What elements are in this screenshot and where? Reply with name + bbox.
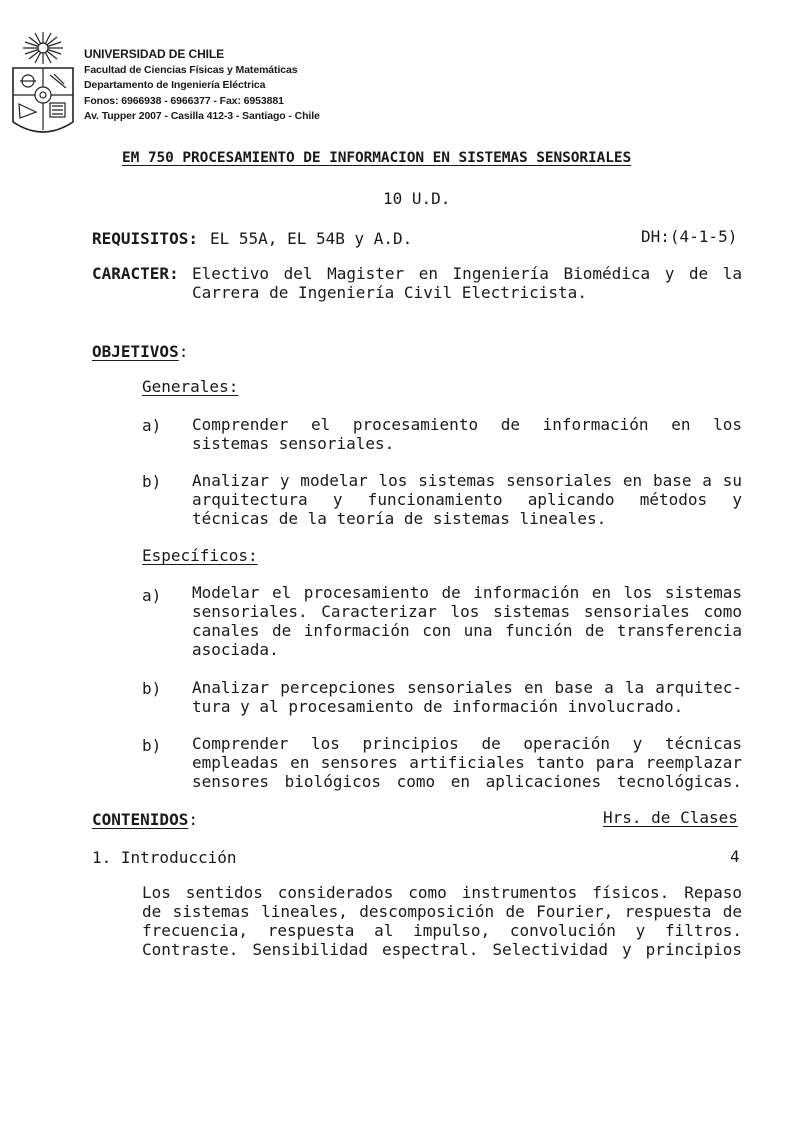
- dh-value: DH:(4-1-5): [641, 227, 738, 246]
- caracter-text: Electivo del Magister en Ingeniería Biomédica y de la Carrera de Ingeniería Civil Electricista.: [192, 264, 742, 302]
- generales-item-marker: a): [142, 416, 162, 435]
- section-title: 1. Introducción: [92, 848, 237, 867]
- section-hours: 4: [730, 847, 740, 866]
- especificos-item-marker: b): [142, 736, 162, 755]
- requisitos-value: EL 55A, EL 54B y A.D.: [210, 229, 413, 248]
- generales-heading: Generales:: [142, 377, 239, 396]
- postal-address: Av. Tupper 2007 - Casilla 412-3 - Santiago - Chile: [84, 110, 320, 122]
- university-crest-logo: [8, 30, 78, 148]
- especificos-item-text: Modelar el procesamiento de información en los sistemas sensoriales. Caracterizar los sistemas sensoriales como canales de información con una función de transferencia asociada.: [192, 583, 742, 659]
- contenidos-heading: [92, 810, 198, 829]
- course-units: 10 U.D.: [383, 189, 451, 208]
- hours-column-header: Hrs. de Clases: [603, 808, 738, 827]
- caracter-label: CARACTER:: [92, 264, 179, 283]
- contenidos-label: CONTENIDOS: [92, 810, 189, 829]
- especificos-item-marker: b): [142, 679, 162, 698]
- department-name: Departamento de Ingeniería Eléctrica: [84, 79, 266, 91]
- objetivos-heading: [92, 342, 188, 361]
- requisitos-label: REQUISITOS:: [92, 229, 198, 248]
- especificos-item-text: Comprender los principios de operación y técnicas empleadas en sensores artificiales tanto para reemplazar sensores biológicos como en aplicaciones tecnológicas.: [192, 734, 742, 791]
- phone-numbers: Fonos: 6966938 - 6966377 - Fax: 6953881: [84, 94, 284, 107]
- especificos-heading: Específicos:: [142, 546, 258, 565]
- university-name: UNIVERSIDAD DE CHILE: [84, 47, 225, 61]
- contenidos-colon: :: [188, 810, 198, 829]
- course-title: EM 750 PROCESAMIENTO DE INFORMACION EN SISTEMAS SENSORIALES: [122, 150, 632, 166]
- generales-item-text: Comprender el procesamiento de información en los sistemas sensoriales.: [192, 415, 742, 453]
- institution-header: [84, 47, 320, 125]
- generales-item-marker: b): [142, 472, 162, 491]
- objetivos-label: OBJETIVOS: [92, 342, 179, 361]
- especificos-item-marker: a): [142, 586, 162, 605]
- section-description: Los sentidos considerados como instrumentos físicos. Repaso de sistemas lineales, descomposición de Fourier, respuesta de frecuencia, respuesta al impulso, convolución y filtros. Contraste. Sensibilidad espectral. Selectividad y principios: [142, 883, 742, 959]
- objetivos-colon: :: [178, 342, 189, 361]
- generales-item-text: Analizar y modelar los sistemas sensoriales en base a su arquitectura y funcionamiento aplicando métodos y técnicas de la teoría de sistemas lineales.: [192, 471, 742, 528]
- faculty-name: Facultad de Ciencias Físicas y Matemáticas: [84, 63, 298, 76]
- especificos-item-text: Analizar percepciones sensoriales en base a la arquitec- tura y al procesamiento de información involucrado.: [192, 678, 742, 716]
